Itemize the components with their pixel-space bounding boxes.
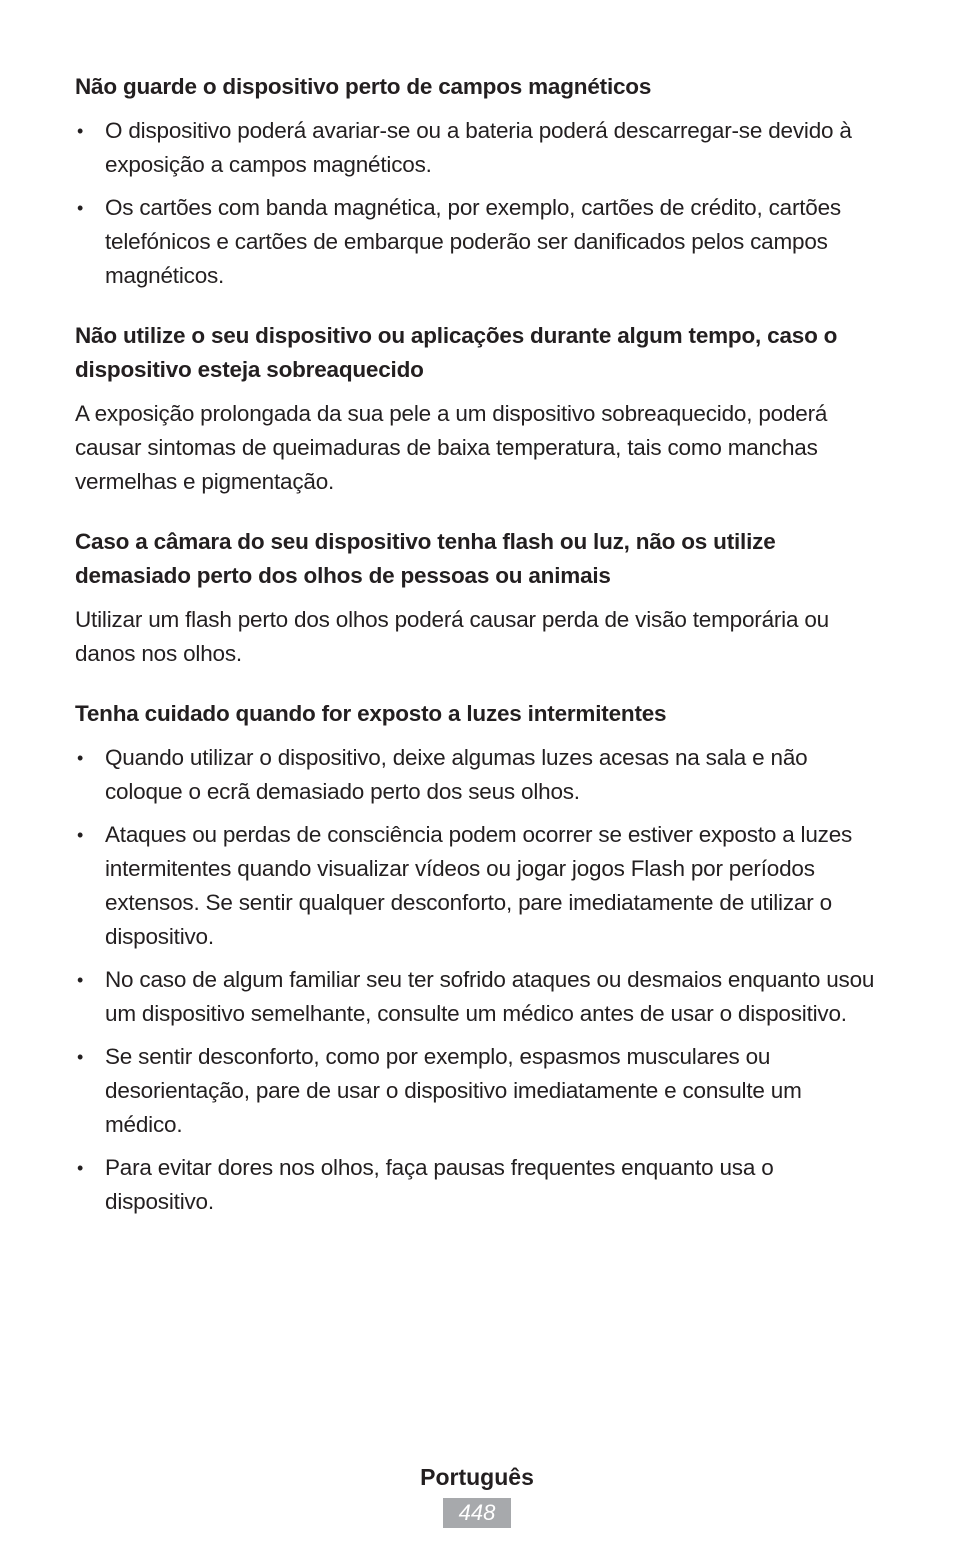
bullet-text: Para evitar dores nos olhos, faça pausas frequentes enquanto usa o dispositivo.: [105, 1155, 774, 1214]
bullet-icon: •: [77, 1047, 84, 1067]
bullet-item: [75, 1040, 881, 1142]
page-number-badge: 448: [443, 1498, 511, 1528]
section-overheating: [75, 319, 881, 499]
bullet-item: [75, 818, 881, 954]
bullet-icon: •: [77, 825, 84, 845]
section-paragraph: A exposição prolongada da sua pele a um dispositivo sobreaquecido, poderá causar sintomas de queimaduras de baixa temperatura, tais como manchas vermelhas e pigmentação.: [75, 401, 828, 494]
section-heading: Tenha cuidado quando for exposto a luzes intermitentes: [75, 701, 667, 726]
bullet-item: [75, 191, 881, 293]
bullet-item: [75, 1151, 881, 1219]
bullet-icon: •: [77, 748, 84, 768]
bullet-text: O dispositivo poderá avariar-se ou a bateria poderá descarregar-se devido à exposição a campos magnéticos.: [105, 118, 852, 177]
section-magnetic-fields: [75, 70, 881, 293]
bullet-icon: •: [77, 121, 84, 141]
section-paragraph: Utilizar um flash perto dos olhos poderá causar perda de visão temporária ou danos nos olhos.: [75, 607, 829, 666]
bullet-text: No caso de algum familiar seu ter sofrido ataques ou desmaios enquanto usou um dispositivo semelhante, consulte um médico antes de usar o dispositivo.: [105, 967, 875, 1026]
section-flashing-lights: [75, 697, 881, 1219]
bullet-icon: •: [77, 1158, 84, 1178]
bullet-list: [75, 114, 881, 293]
bullet-icon: •: [77, 198, 84, 218]
document-body: [75, 70, 881, 1245]
page-footer: [0, 1462, 954, 1528]
bullet-text: Se sentir desconforto, como por exemplo, espasmos musculares ou desorientação, pare de usar o dispositivo imediatamente e consulte um médico.: [105, 1044, 802, 1137]
section-camera-flash: [75, 525, 881, 671]
bullet-text: Os cartões com banda magnética, por exemplo, cartões de crédito, cartões telefónicos e cartões de embarque poderão ser danificados pelos campos magnéticos.: [105, 195, 841, 288]
bullet-item: [75, 741, 881, 809]
footer-language: Português: [420, 1464, 534, 1490]
bullet-text: Quando utilizar o dispositivo, deixe algumas luzes acesas na sala e não coloque o ecrã demasiado perto dos seus olhos.: [105, 745, 808, 804]
bullet-text: Ataques ou perdas de consciência podem ocorrer se estiver exposto a luzes intermitentes quando visualizar vídeos ou jogar jogos Flash por períodos extensos. Se sentir qualquer desconforto, pare imediatamente de utilizar o dispositivo.: [105, 822, 853, 949]
bullet-icon: •: [77, 970, 84, 990]
section-heading: Não utilize o seu dispositivo ou aplicações durante algum tempo, caso o dispositivo esteja sobreaquecido: [75, 323, 838, 382]
bullet-item: [75, 114, 881, 182]
bullet-item: [75, 963, 881, 1031]
section-heading: Não guarde o dispositivo perto de campos magnéticos: [75, 74, 652, 99]
section-heading: Caso a câmara do seu dispositivo tenha flash ou luz, não os utilize demasiado perto dos olhos de pessoas ou animais: [75, 529, 776, 588]
bullet-list: [75, 741, 881, 1219]
